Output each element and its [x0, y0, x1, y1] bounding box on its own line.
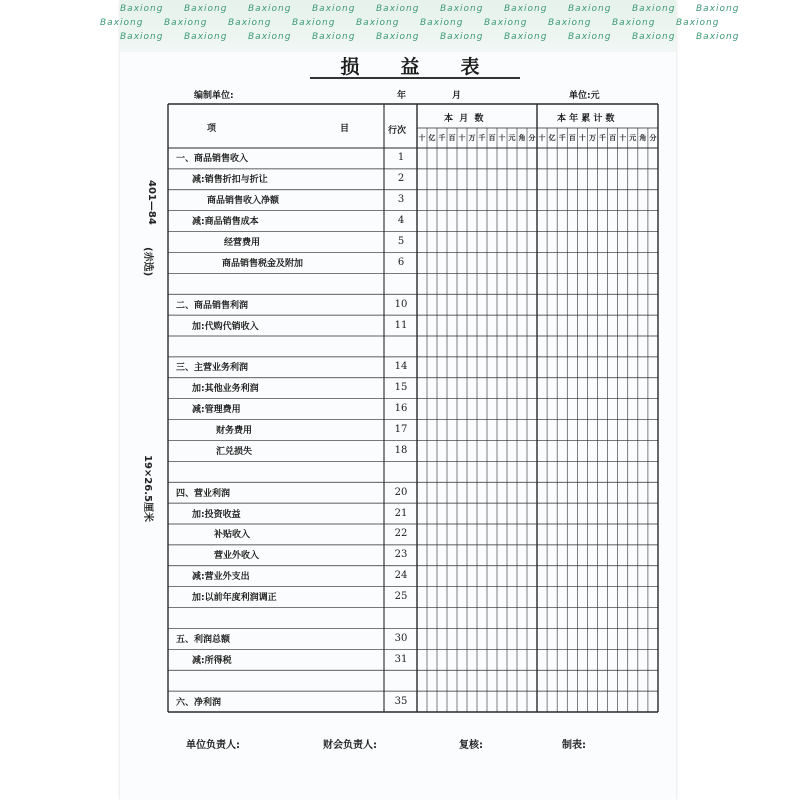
row-number: 6: [397, 256, 405, 268]
digit-column-header: 千: [478, 134, 486, 142]
row-item-label: 减:商品销售成本: [192, 217, 259, 228]
row-item-label: 商品销售收入净额: [207, 196, 280, 207]
header-item-b: 目: [340, 124, 350, 134]
row-item-label: 减:所得税: [192, 655, 232, 666]
row-number: 2: [397, 173, 405, 185]
digit-column-header: 千: [599, 134, 607, 142]
digit-column-header: 百: [568, 134, 576, 142]
row-number: 11: [394, 319, 408, 331]
row-item-label: 五、利润总额: [176, 634, 231, 645]
row-item-label: 加:其他业务利润: [192, 384, 259, 395]
currency-unit-label: 单位:元: [569, 91, 600, 101]
digit-column-header: 千: [438, 134, 446, 142]
digit-column-header: 角: [639, 134, 647, 142]
digit-column-header: 十: [458, 134, 466, 142]
digit-column-header: 百: [488, 134, 496, 142]
preparing-unit-label: 编制单位:: [194, 91, 234, 101]
unit-head-signature: 单位负责人:: [186, 740, 240, 751]
header-item-a: 项: [207, 124, 217, 134]
watermark-row: Baxiong Baxiong Baxiong Baxiong Baxiong Baxiong Baxiong Baxiong Baxiong Baxiong: [120, 32, 740, 42]
digit-column-header: 十: [619, 134, 627, 142]
row-item-label: 四、营业利润: [176, 488, 231, 499]
row-item-label: 商品销售税金及附加: [222, 258, 304, 269]
title-char: 益: [400, 56, 420, 78]
row-item-label: 二、商品销售利润: [176, 300, 249, 311]
header-ytd-amount: 本 年 累 计 数: [557, 114, 615, 124]
watermark-row: Baxiong Baxiong Baxiong Baxiong Baxiong Baxiong Baxiong Baxiong Baxiong Baxiong: [120, 4, 740, 14]
row-item-label: 营业外收入: [214, 551, 260, 562]
preparer-signature: 制表:: [562, 740, 586, 751]
form-code: 401—84: [146, 180, 157, 225]
digit-column-header: 分: [528, 134, 536, 142]
row-number: 16: [394, 403, 408, 415]
digit-column-header: 十: [538, 134, 546, 142]
digit-column-header: 千: [558, 134, 566, 142]
digit-column-header: 角: [518, 134, 526, 142]
row-number: 15: [394, 382, 408, 394]
row-number: 14: [394, 361, 408, 373]
digit-column-header: 亿: [548, 134, 556, 142]
row-number: 18: [394, 444, 408, 456]
digit-column-header: 万: [468, 134, 476, 142]
row-item-label: 加:代购代销收入: [192, 321, 259, 332]
row-number: 25: [394, 591, 408, 603]
form-size: 19×26.5厘米: [142, 455, 153, 522]
row-item-label: 减:营业外支出: [192, 572, 250, 583]
row-number: 22: [394, 528, 408, 540]
digit-column-header: 十: [418, 134, 426, 142]
row-number: 24: [394, 570, 408, 582]
digit-column-header: 百: [609, 134, 617, 142]
digit-column-header: 分: [649, 134, 657, 142]
digit-column-header: 元: [508, 134, 516, 142]
form-note: (赤选): [142, 247, 153, 277]
row-number: 4: [397, 215, 405, 227]
row-number: 23: [394, 549, 408, 561]
digit-column-header: 百: [448, 134, 456, 142]
digit-column-header: 亿: [428, 134, 436, 142]
row-number: 1: [397, 152, 405, 164]
month-label: 月: [452, 91, 462, 101]
digit-column-header: 十: [498, 134, 506, 142]
reviewer-signature: 复核:: [459, 740, 483, 751]
row-number: 20: [394, 486, 408, 498]
row-item-label: 减:管理费用: [192, 405, 241, 416]
title-char: 损: [340, 56, 360, 78]
row-number: 3: [397, 194, 405, 206]
row-item-label: 汇兑损失: [216, 446, 253, 457]
row-number: 31: [394, 653, 408, 665]
row-number: 30: [394, 632, 408, 644]
watermark-row: Baxiong Baxiong Baxiong Baxiong Baxiong Baxiong Baxiong Baxiong Baxiong Baxiong: [100, 18, 720, 28]
year-label: 年: [397, 91, 407, 101]
row-number: 17: [394, 424, 408, 435]
row-number: 35: [394, 695, 408, 707]
row-item-label: 一、商品销售收入: [176, 154, 249, 165]
row-item-label: 三、主营业务利润: [176, 363, 249, 374]
digit-column-header: 十: [578, 134, 586, 142]
row-item-label: 补贴收入: [214, 530, 251, 541]
title-char: 表: [460, 56, 480, 78]
row-number: 5: [397, 236, 405, 247]
row-number: 21: [394, 507, 408, 519]
header-month-amount: 本 月 数: [444, 114, 484, 124]
row-item-label: 加:投资收益: [192, 509, 241, 520]
row-item-label: 加:以前年度利润调正: [192, 593, 277, 604]
row-item-label: 六、净利润: [176, 697, 222, 708]
row-item-label: 财务费用: [216, 426, 253, 436]
digit-column-header: 元: [629, 134, 637, 142]
row-item-label: 减:销售折扣与折让: [192, 175, 268, 186]
digit-column-header: 万: [588, 134, 596, 142]
row-item-label: 经营费用: [224, 238, 261, 248]
header-row-no: 行次: [388, 126, 407, 136]
accountant-signature: 财会负责人:: [323, 740, 377, 751]
row-number: 10: [394, 298, 408, 310]
